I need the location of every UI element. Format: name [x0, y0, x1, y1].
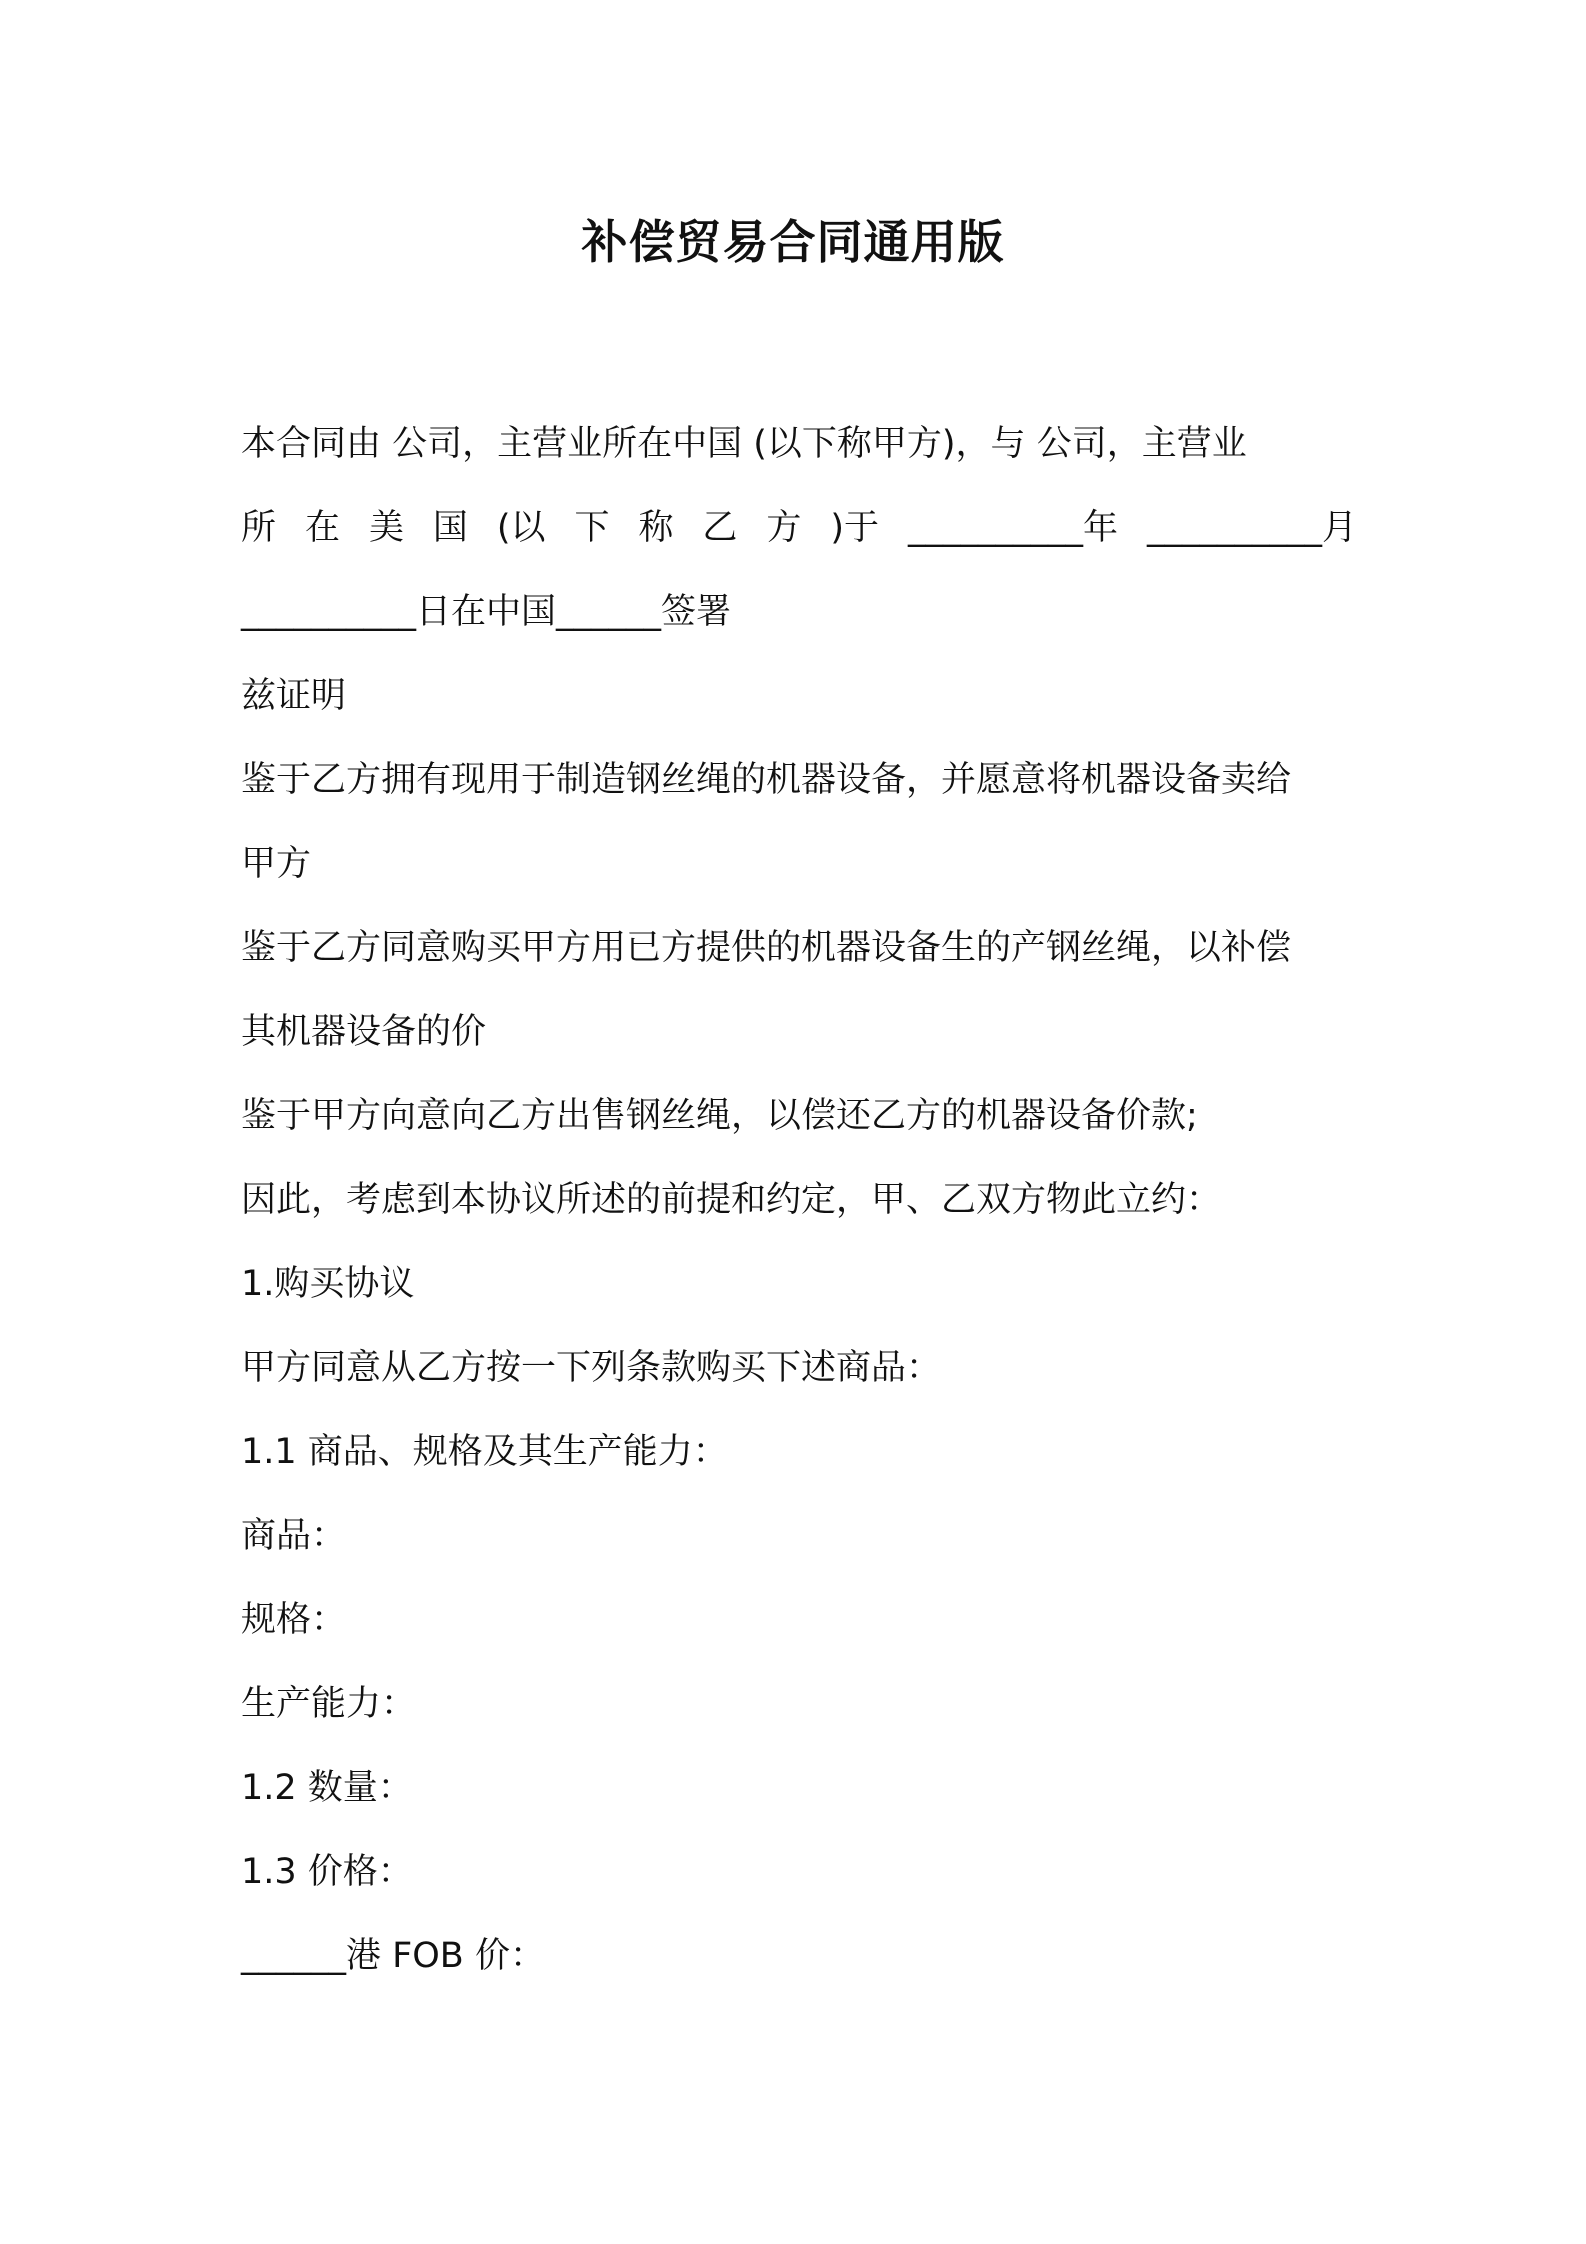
intro-line-2-part: 乙 [702, 508, 738, 548]
subsection-quantity: 1.2 数量： [241, 1768, 413, 1808]
field-label-fob-price: ______港 FOB 价： [241, 1936, 545, 1976]
field-label-spec: 规格： [241, 1600, 347, 1640]
intro-line-2 [241, 486, 1357, 570]
paragraph: 其机器设备的价 [241, 1012, 487, 1052]
intro-line-2-part: 所 [241, 508, 277, 548]
field-label-goods: 商品： [241, 1516, 347, 1556]
paragraph: 兹证明 [241, 676, 347, 716]
subsection-price: 1.3 价格： [241, 1852, 413, 1892]
document-body [241, 402, 1357, 1998]
paragraph: 鉴于乙方同意购买甲方用已方提供的机器设备生的产钢丝绳，以补偿 [241, 928, 1292, 968]
paragraph: 鉴于甲方向意向乙方出售钢丝绳，以偿还乙方的机器设备价款; [241, 1096, 1198, 1136]
document-title: 补偿贸易合同通用版 [581, 215, 1005, 269]
paragraph: 甲方同意从乙方按一下列条款购买下述商品： [241, 1348, 942, 1388]
intro-line-2-part: 称 [638, 508, 674, 548]
paragraph: 因此，考虑到本协议所述的前提和约定，甲、乙双方物此立约： [241, 1180, 1222, 1220]
intro-line-2-part: 美 [368, 508, 404, 548]
paragraph: 甲方 [241, 844, 312, 884]
paragraph: 鉴于乙方拥有现用于制造钢丝绳的机器设备，并愿意将机器设备卖给 [241, 760, 1292, 800]
intro-line-2-part: 方 [766, 508, 802, 548]
subsection-heading: 1.1 商品、规格及其生产能力： [241, 1432, 728, 1472]
intro-line-2-part: 国 [432, 508, 468, 548]
intro-line-2-part: )于 [830, 508, 880, 548]
intro-line-3: __________日在中国______签署 [241, 592, 732, 632]
intro-line-2-part: __________月 [1146, 508, 1357, 548]
intro-line-2-part: 在 [304, 508, 340, 548]
intro-line-2-part: __________年 [907, 508, 1118, 548]
intro-line-2-part: 下 [574, 508, 610, 548]
field-label-capacity: 生产能力： [241, 1684, 417, 1724]
section-heading: 1.购买协议 [241, 1264, 415, 1304]
intro-line-2-part: (以 [496, 508, 546, 548]
intro-line-1: 本合同由 公司，主营业所在中国 (以下称甲方)，与 公司，主营业 [241, 424, 1247, 464]
